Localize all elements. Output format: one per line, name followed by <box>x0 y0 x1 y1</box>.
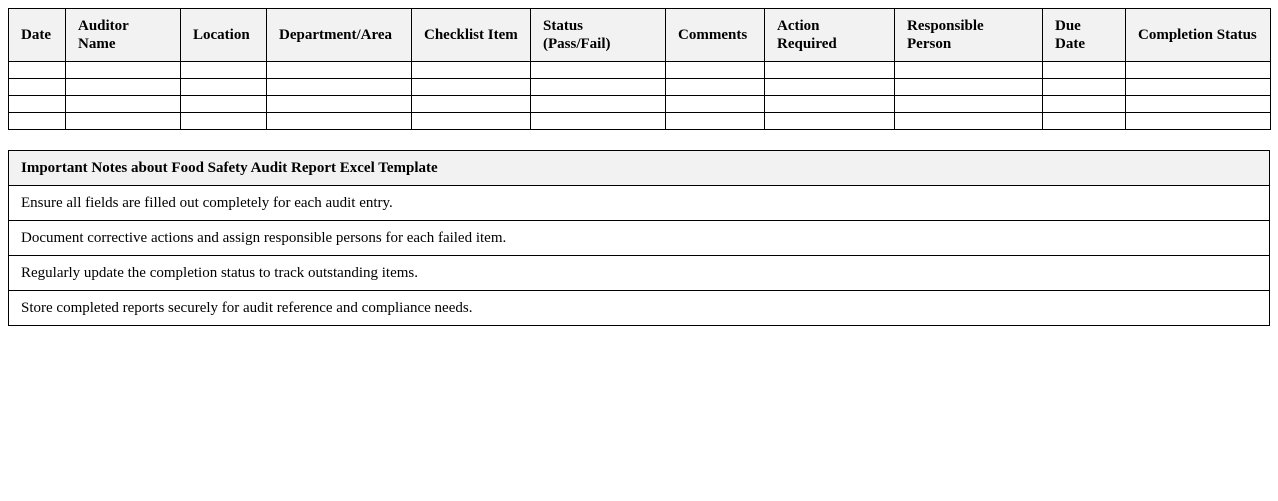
table-cell[interactable] <box>9 62 66 79</box>
list-item <box>9 256 1270 291</box>
table-cell[interactable] <box>666 79 765 96</box>
header-comments: Comments <box>666 9 765 62</box>
table-cell[interactable] <box>1043 96 1126 113</box>
table-cell[interactable] <box>9 96 66 113</box>
table-cell[interactable] <box>895 62 1043 79</box>
header-completion-status: Completion Status <box>1126 9 1271 62</box>
table-cell[interactable] <box>267 113 412 130</box>
table-cell[interactable] <box>181 113 267 130</box>
table-cell[interactable] <box>66 62 181 79</box>
list-item <box>9 291 1270 326</box>
table-cell[interactable] <box>1126 96 1271 113</box>
table-cell[interactable] <box>181 96 267 113</box>
table-cell[interactable] <box>765 96 895 113</box>
table-cell[interactable] <box>666 96 765 113</box>
list-item <box>9 221 1270 256</box>
table-cell[interactable] <box>895 79 1043 96</box>
table-cell[interactable] <box>66 113 181 130</box>
table-cell[interactable] <box>267 79 412 96</box>
table-cell[interactable] <box>765 79 895 96</box>
table-cell[interactable] <box>9 79 66 96</box>
table-cell[interactable] <box>1043 113 1126 130</box>
table-cell[interactable] <box>1126 113 1271 130</box>
notes-table <box>8 150 1270 326</box>
table-cell[interactable] <box>1126 79 1271 96</box>
notes-header-row <box>9 151 1270 186</box>
table-cell[interactable] <box>895 113 1043 130</box>
table-cell[interactable] <box>9 113 66 130</box>
header-department-area: Department/Area <box>267 9 412 62</box>
page-content <box>8 8 1270 326</box>
table-cell[interactable] <box>267 96 412 113</box>
audit-table <box>8 8 1271 130</box>
table-row <box>9 62 1271 79</box>
header-responsible-person: Responsible Person <box>895 9 1043 62</box>
note-text: Regularly update the completion status to track outstanding items. <box>9 256 1270 291</box>
header-checklist-item: Checklist Item <box>412 9 531 62</box>
list-item <box>9 186 1270 221</box>
table-cell[interactable] <box>1043 79 1126 96</box>
table-cell[interactable] <box>412 113 531 130</box>
header-status: Status (Pass/Fail) <box>531 9 666 62</box>
header-date: Date <box>9 9 66 62</box>
table-cell[interactable] <box>412 79 531 96</box>
table-cell[interactable] <box>66 79 181 96</box>
header-due-date: Due Date <box>1043 9 1126 62</box>
table-cell[interactable] <box>531 62 666 79</box>
table-cell[interactable] <box>531 79 666 96</box>
header-auditor-name: Auditor Name <box>66 9 181 62</box>
table-cell[interactable] <box>1126 62 1271 79</box>
notes-title: Important Notes about Food Safety Audit Report Excel Template <box>9 151 1270 186</box>
table-cell[interactable] <box>531 113 666 130</box>
table-row <box>9 79 1271 96</box>
header-location: Location <box>181 9 267 62</box>
table-cell[interactable] <box>412 96 531 113</box>
note-text: Document corrective actions and assign responsible persons for each failed item. <box>9 221 1270 256</box>
note-text: Ensure all fields are filled out completely for each audit entry. <box>9 186 1270 221</box>
table-cell[interactable] <box>267 62 412 79</box>
header-action-required: Action Required <box>765 9 895 62</box>
table-cell[interactable] <box>181 62 267 79</box>
table-cell[interactable] <box>531 96 666 113</box>
table-row <box>9 113 1271 130</box>
table-cell[interactable] <box>412 62 531 79</box>
table-cell[interactable] <box>181 79 267 96</box>
table-cell[interactable] <box>765 62 895 79</box>
table-cell[interactable] <box>66 96 181 113</box>
table-cell[interactable] <box>666 62 765 79</box>
table-cell[interactable] <box>895 96 1043 113</box>
table-cell[interactable] <box>666 113 765 130</box>
audit-header-row <box>9 9 1271 62</box>
table-row <box>9 96 1271 113</box>
table-cell[interactable] <box>1043 62 1126 79</box>
table-cell[interactable] <box>765 113 895 130</box>
note-text: Store completed reports securely for audit reference and compliance needs. <box>9 291 1270 326</box>
